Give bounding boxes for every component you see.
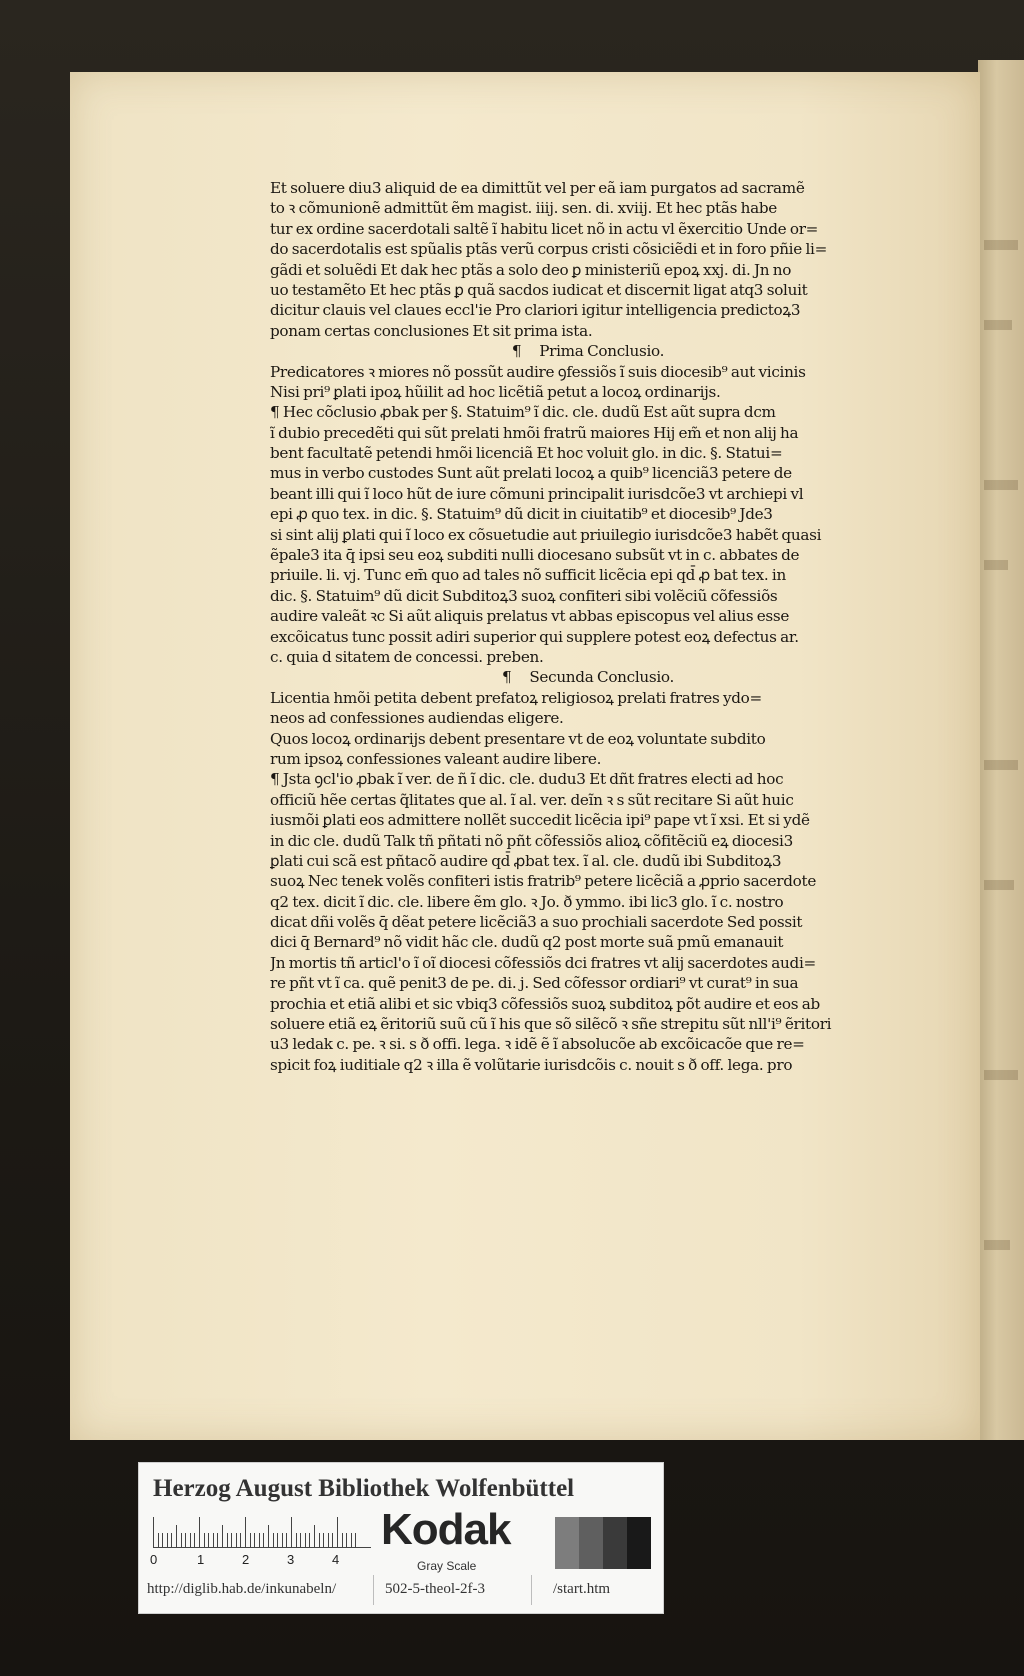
text-line: dici q̄ Bernard⁹ nõ vidit hãc cle. dudũ q2 post morte suã pmũ emanauit (270, 933, 784, 952)
text-line: q2 tex. dicit ĩ dic. cle. libere ẽm glo. ꝛ Jo. ð ymmo. ibi lic3 glo. ĩ c. nostro (270, 892, 784, 911)
ruler-tick (162, 1533, 163, 1547)
gray-scale-swatches (555, 1517, 651, 1569)
section-heading (270, 667, 906, 687)
text-line: mus in verbo custodes Sunt aũt prelati locoꝝ a quib⁹ licenciã3 petere de (270, 464, 792, 483)
text-line: neos ad confessiones audiendas eligere. (270, 709, 564, 728)
ruler-number: 3 (287, 1552, 295, 1567)
ruler-number: 4 (332, 1552, 340, 1567)
text-line: dicitur clauis vel claues eccl'ie Pro clariori igitur intelligencia predictoꝝ3 (270, 301, 801, 320)
adjacent-page-edge (978, 60, 1024, 1440)
text-line: ¶ Jsta ꝯcl'io ꝓbak ĩ ver. de ñ ĩ dic. cle. dudu3 Et dñt fratres electi ad hoc (270, 770, 784, 789)
url-suffix: /start.htm (553, 1581, 611, 1597)
text-line: dicat dñi volẽs q̄ dẽat petere licẽciã3 a suo prochiali sacerdote Sed possit (270, 913, 803, 932)
ruler-number: 0 (150, 1552, 158, 1567)
ruler-tick (167, 1533, 168, 1547)
text-line: u3 ledak c. pe. ꝛ si. s ð offi. lega. ꝛ idẽ ẽ ĩ absolucõe ab excõicacõe que re= (270, 1035, 805, 1054)
ruler-tick (171, 1533, 172, 1547)
text-line: officiũ hẽe certas q̃litates que al. ĩ al. ver. deĩn ꝛ s sũt recitare Si aũt huic (270, 790, 794, 809)
ruler-tick (263, 1533, 264, 1547)
text-line: Quos locoꝝ ordinarijs debent presentare vt de eoꝝ voluntate subdito (270, 729, 766, 748)
ruler-tick (240, 1533, 241, 1547)
pilcrow-mark: ¶ (511, 342, 522, 361)
divider (531, 1575, 532, 1605)
section-heading (270, 341, 906, 361)
url-base: http://diglib.hab.de/inkunabeln/ (147, 1581, 337, 1597)
ruler-tick (222, 1525, 223, 1547)
calibration-card (138, 1462, 664, 1614)
ruler-tick (342, 1533, 343, 1547)
ruler-number: 2 (242, 1552, 250, 1567)
text-line: Predicatores ꝛ miores nõ possũt audire ꝯfessiõs ĩ suis diocesib⁹ aut vicinis (270, 362, 806, 381)
text-line: do sacerdotalis est spũalis ptãs verũ corpus cristi cõsiciẽdi et in foro pñie li= (270, 240, 827, 259)
text-line: iusmõi ꝑlati eos admittere nollẽt succedit licẽcia ipi⁹ pape vt ĩ xsi. Et si ydẽ (270, 811, 810, 830)
ruler-tick (300, 1533, 301, 1547)
text-line: suoꝝ Nec tenek volẽs confiteri istis fratrib⁹ petere licẽciã a ꝓprio sacerdote (270, 872, 817, 891)
text-line: uo testamẽto Et hec ptãs ꝑ quã sacdos iudicat et discernit ligat atq3 soluit (270, 280, 808, 299)
library-title: Herzog August Bibliothek Wolfenbüttel (153, 1475, 575, 1502)
ruler-tick (199, 1517, 200, 1547)
text-line: Et soluere diu3 aliquid de ea dimittũt vel per eã iam purgatos ad sacramẽ (270, 179, 805, 197)
text-line: rum ipsoꝝ confessiones valeant audire libere. (270, 749, 602, 768)
text-line: in dic cle. dudũ Talk tñ pñtati nõ pñt cõfessiõs alioꝝ cõfitẽciũ eꝝ diocesi3 (270, 831, 793, 850)
text-line: epi ꝓ quo tex. in dic. §. Statuim⁹ dũ dicit in ciuitatib⁹ et diocesib⁹ Jde3 (270, 505, 773, 524)
ruler-tick (190, 1533, 191, 1547)
ruler-tick (346, 1533, 347, 1547)
ruler-tick (291, 1517, 292, 1547)
ruler-tick (231, 1533, 232, 1547)
kodak-brand: Kodak (381, 1505, 511, 1554)
ruler-tick (323, 1533, 324, 1547)
text-line: soluere etiã eꝝ ẽritoriũ suũ cũ ĩ his que sõ silẽcõ ꝛ sñe strepitu sũt nll'i⁹ ẽritori (270, 1015, 832, 1034)
ruler-tick (245, 1517, 246, 1547)
text-line: dic. §. Statuim⁹ dũ dicit Subditoꝝ3 suoꝝ confiteri sibi volẽciũ cõfessiõs (270, 586, 778, 605)
gray-scale-label: Gray Scale (417, 1559, 477, 1573)
ruler-tick (158, 1533, 159, 1547)
ruler-tick (213, 1533, 214, 1547)
text-line: ꝑlati cui scã est pñtacõ audire qd̄ ꝓbat tex. ĩ al. cle. dudũ ibi Subditoꝝ3 (270, 851, 782, 870)
ruler-tick (254, 1533, 255, 1547)
ruler-tick (296, 1533, 297, 1547)
ruler-tick (328, 1533, 329, 1547)
text-line: to ꝛ cõmunionẽ admittũt ẽm magist. iiij. sen. di. xviij. Et hec ptãs habe (270, 199, 777, 218)
text-line: c. quia d sitatem de concessi. preben. (270, 647, 544, 666)
measurement-ruler (153, 1515, 371, 1548)
ruler-tick (351, 1533, 352, 1547)
ruler-tick (227, 1533, 228, 1547)
ruler-tick (259, 1533, 260, 1547)
pilcrow-mark: ¶ (501, 668, 512, 687)
ruler-tick (337, 1517, 338, 1547)
ruler-tick (185, 1533, 186, 1547)
ruler-tick (319, 1533, 320, 1547)
ruler-tick (268, 1525, 269, 1547)
text-line: priuile. li. vj. Tunc em̄ quo ad tales nõ sufficit licẽcia epi qd̄ ꝓ bat tex. in (270, 566, 786, 585)
text-line: prochia et etiã alibi et sic vbiq3 cõfessiõs suoꝝ subditoꝝ põt audire et eos ab (270, 994, 820, 1013)
ruler-tick (314, 1525, 315, 1547)
text-line: ponam certas conclusiones Et sit prima ista. (270, 321, 593, 340)
ruler-tick (286, 1533, 287, 1547)
ruler-tick (208, 1533, 209, 1547)
ruler-tick (181, 1533, 182, 1547)
page-text (270, 178, 906, 1075)
ruler-tick (250, 1533, 251, 1547)
text-line: tur ex ordine sacerdotali saltẽ ĩ habitu licet nõ in actu vl ẽxercitio Unde or= (270, 219, 819, 238)
text-line: ¶ Hec cõclusio ꝓbak per §. Statuim⁹ ĩ dic. cle. dudũ Est aũt supra dcm (270, 403, 776, 422)
heading-text: Secunda Conclusio. (529, 668, 675, 687)
text-line: bent facultatẽ petendi hmõi licenciã Et hoc voluit glo. in dic. §. Statui= (270, 444, 783, 463)
ruler-tick (332, 1533, 333, 1547)
ruler-tick (273, 1533, 274, 1547)
ruler-tick (194, 1533, 195, 1547)
ruler-number: 1 (197, 1552, 205, 1567)
ruler-tick (236, 1533, 237, 1547)
ruler-tick (217, 1533, 218, 1547)
text-line: Nisi pri⁹ ꝑlati ipoꝝ hũilit ad hoc licẽtiã petut a locoꝝ ordinarijs. (270, 382, 721, 401)
ruler-tick (176, 1525, 177, 1547)
url-id: 502-5-theol-2f-3 (385, 1581, 485, 1597)
ruler-tick (305, 1533, 306, 1547)
text-line: re pñt vt ĩ ca. quẽ penit3 de pe. di. j. Sed cõfessor ordiari⁹ vt curat⁹ in sua (270, 974, 799, 993)
heading-text: Prima Conclusio. (539, 342, 665, 361)
ruler-tick (277, 1533, 278, 1547)
text-line: beant illi qui ĩ loco hũt de iure cõmuni principalit iurisdcõe3 vt archiepi vl (270, 484, 804, 503)
text-line: ĩ dubio precedẽti qui sũt prelati hmõi fratrũ maiores Hij em̃ et non alij ha (270, 423, 799, 442)
kodak-logo (381, 1505, 523, 1573)
ruler-tick (204, 1533, 205, 1547)
text-line: Licentia hmõi petita debent prefatoꝝ religiosoꝝ prelati fratres ydo= (270, 688, 762, 707)
ruler-tick (153, 1517, 154, 1547)
text-line: spicit foꝝ iuditiale q2 ꝛ illa ẽ volũtarie iurisdcõis c. nouit s ð off. lega. pro (270, 1055, 793, 1074)
text-line: Jn mortis tñ articl'o ĩ oĩ diocesi cõfessiõs dci fratres vt alij sacerdotes audi= (270, 953, 816, 972)
divider (373, 1575, 374, 1605)
ruler-tick (309, 1533, 310, 1547)
text-line: ẽpale3 ita q̄ ipsi seu eoꝝ subditi nulli diocesano subsũt vt in c. abbates de (270, 546, 800, 565)
ruler-tick (282, 1533, 283, 1547)
text-line: si sint alij ꝑlati qui ĩ loco ex cõsuetudie aut priuilegio iurisdcõe3 habẽt quasi (270, 525, 822, 544)
text-line: excõicatus tunc possit adiri superior qui supplere potest eoꝝ defectus ar. (270, 627, 799, 646)
ruler-tick (355, 1533, 356, 1547)
text-line: gãdi et soluẽdi Et dak hec ptãs a solo deo ꝑ ministeriũ epoꝝ xxj. di. Jn no (270, 260, 792, 279)
text-line: audire valeãt ꝛc Si aũt aliquis prelatus vt abbas episcopus vel alius esse (270, 607, 790, 626)
